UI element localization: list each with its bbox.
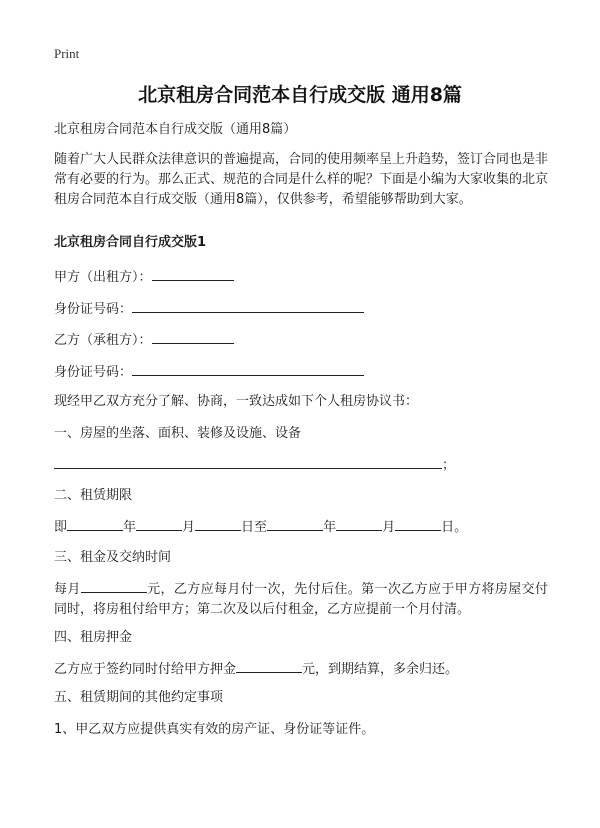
party-b-blank[interactable] xyxy=(152,329,234,344)
id-b-label: 身份证号码： xyxy=(54,365,133,380)
id-a-line xyxy=(54,298,546,320)
id-a-blank[interactable] xyxy=(132,298,364,313)
deposit-suffix: 元，到期结算，多余归还。 xyxy=(302,662,459,677)
subtitle: 北京租房合同范本自行成交版（通用8篇） xyxy=(54,122,297,137)
rent-text: 元，乙方应每月付一次，先付后住。第一次乙方应于甲方将房屋交付同时，将房租付给甲方；第二次及以后付租金，乙方应提前一个月付清。 xyxy=(54,582,548,617)
end-day-blank[interactable] xyxy=(395,516,441,531)
property-blank[interactable] xyxy=(54,454,442,469)
end-year-blank[interactable] xyxy=(267,516,323,531)
end-month-blank[interactable] xyxy=(336,516,382,531)
section-1-heading: 一、房屋的坐落、面积、装修及设施、设备 xyxy=(54,426,302,441)
end-year-label: 年 xyxy=(323,520,337,535)
term-line xyxy=(54,516,546,538)
property-line-end: ； xyxy=(442,458,456,473)
party-a-label: 甲方（出租方）： xyxy=(54,270,152,285)
start-month-blank[interactable] xyxy=(136,516,182,531)
rent-paragraph xyxy=(54,578,548,620)
agreement-statement: 现经甲乙双方充分了解、协商，一致达成如下个人租房协议书： xyxy=(54,394,419,409)
section-4-heading: 四、租房押金 xyxy=(54,630,133,645)
id-b-line xyxy=(54,361,546,383)
print-label[interactable]: Print xyxy=(54,46,80,61)
intro-paragraph: 随着广大人民群众法律意识的普遍提高，合同的使用频率呈上升趋势，签订合同也是非常有必要的行为。那么正式、规范的合同是什么样的呢？下面是小编为大家收集的北京租房合同范本自行成交版（通用8篇），仅供参考，希望能够帮助到大家。 xyxy=(54,152,549,207)
start-month-label: 月 xyxy=(182,520,196,535)
party-a-line xyxy=(54,266,546,288)
party-b-line xyxy=(54,329,546,351)
end-day-label: 日。 xyxy=(441,520,468,535)
section-3-heading: 三、租金及交纳时间 xyxy=(54,550,172,565)
item-1: 1、甲乙双方应提供真实有效的房产证、身份证等证件。 xyxy=(54,722,375,737)
rent-prefix: 每月 xyxy=(54,582,81,597)
id-a-label: 身份证号码： xyxy=(54,302,133,317)
property-line xyxy=(54,454,546,476)
deposit-prefix: 乙方应于签约同时付给甲方押金 xyxy=(54,662,237,677)
rent-amount-blank[interactable] xyxy=(81,578,147,593)
deposit-amount-blank[interactable] xyxy=(236,658,302,673)
start-day-blank[interactable] xyxy=(195,516,241,531)
start-day-label: 日至 xyxy=(241,520,268,535)
section-heading: 北京租房合同自行成交版1 xyxy=(54,235,207,250)
end-month-label: 月 xyxy=(382,520,396,535)
start-year-label: 年 xyxy=(123,520,137,535)
party-b-label: 乙方（承租方）： xyxy=(54,333,152,348)
id-b-blank[interactable] xyxy=(132,361,364,376)
party-a-blank[interactable] xyxy=(152,266,234,281)
document-title: 北京租房合同范本自行成交版 通用8篇 xyxy=(138,84,462,106)
start-year-blank[interactable] xyxy=(67,516,123,531)
section-5-heading: 五、租赁期间的其他约定事项 xyxy=(54,690,224,705)
term-prefix: 即 xyxy=(54,520,68,535)
deposit-line xyxy=(54,658,546,680)
section-2-heading: 二、租赁期限 xyxy=(54,488,133,503)
